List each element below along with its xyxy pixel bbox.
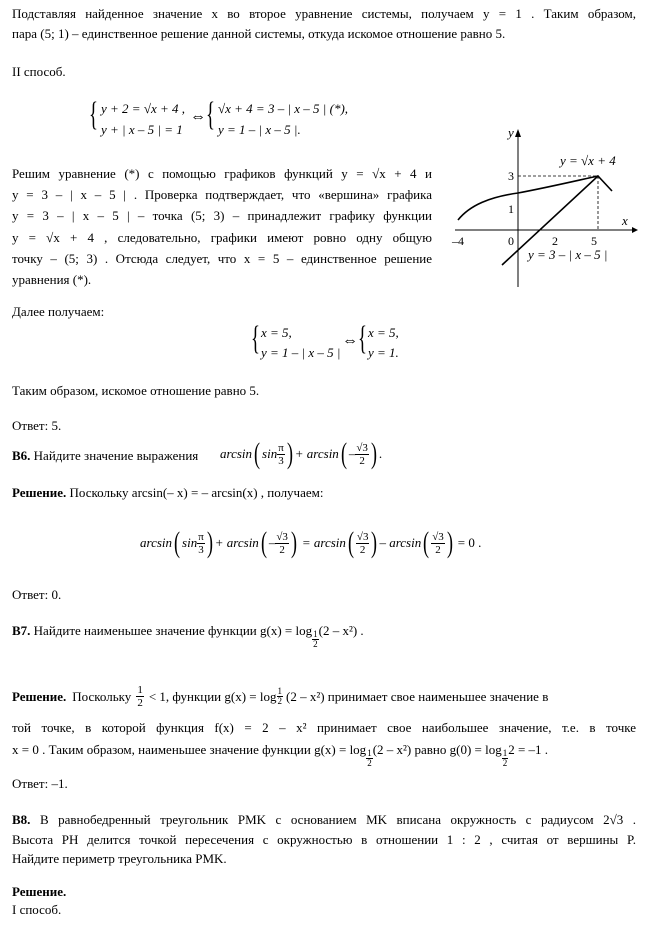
tick-label: 1: [508, 202, 514, 216]
solution-label: Решение.: [12, 688, 67, 704]
math-fn: arcsin: [220, 446, 253, 461]
equivalence-arrow: ⇔: [190, 108, 206, 125]
paren: ): [206, 526, 213, 559]
solution-text: 2 = –1 .: [508, 742, 549, 757]
problem-text: Найдите значение выражения: [33, 448, 199, 463]
fraction: $\frac{1}{2}$: [137, 684, 143, 709]
system-eq: y = 1 – | x – 5 |.: [218, 122, 301, 137]
system-eq: y + 2 = √x + 4 ,: [101, 101, 185, 116]
answer: Ответ: 5.: [12, 418, 62, 433]
tick-label: 0: [508, 234, 514, 248]
log-base: $\frac{1}{2}$: [313, 629, 318, 649]
problem-text: В равнобедренный треугольник PMK с основанием MK вписана окружность с радиусом 2√3 .: [39, 812, 636, 827]
solution-text: x = 0 . Таким образом, наименьшее значение функции g(x) = log: [12, 742, 367, 757]
solution-b6: [12, 485, 323, 501]
system-brace: {: [89, 96, 98, 133]
paren: ): [286, 437, 293, 470]
problem-b8-line2: Высота PH делится точкой пересечения с окружностью в отношении 1 : 2 , считая от вершины P.: [12, 832, 636, 847]
minus-sign: –: [348, 446, 356, 461]
solution-text: (2 – x²) принимает свое наименьшее значение в: [286, 688, 549, 704]
paragraph-line: Решим уравнение (*) с помощью графиков функций y = √x + 4 и: [12, 166, 432, 181]
paren: (: [340, 437, 347, 470]
problem-label: B7.: [12, 623, 31, 638]
paren: (: [254, 437, 261, 470]
problem-b8-line1: [12, 812, 636, 828]
b6-expression: [220, 434, 382, 474]
paragraph-line: Далее получаем:: [12, 304, 105, 319]
paragraph-line: Подставляя найденное значение x во второе уравнение системы, получаем y = 1 . Таким образом,: [12, 6, 636, 21]
system-brace: {: [206, 96, 215, 133]
minus-sign: –: [268, 535, 276, 550]
system-brace: {: [358, 320, 367, 357]
paren: ): [290, 526, 297, 559]
x-axis-label: x: [622, 213, 628, 228]
sqrt-curve: [458, 176, 598, 220]
period: .: [378, 446, 383, 461]
x-axis-arrow-icon: [632, 227, 638, 233]
tick-label: 3: [508, 169, 514, 183]
log-base: $\frac{1}{2}$: [367, 748, 372, 768]
paragraph-line: Таким образом, искомое отношение равно 5.: [12, 383, 260, 398]
fraction: $\frac{\pi}{3}$: [278, 441, 284, 467]
problem-text: Найдите наименьшее значение функции g(x) = log: [33, 623, 313, 638]
math-fn: = arcsin: [301, 535, 346, 550]
paragraph-line: y = 3 – | x – 5 | . Проверка подтверждает, что «вершина» графика: [12, 187, 432, 202]
math-result: = 0 .: [457, 535, 482, 550]
math-fn: – arcsin: [379, 535, 422, 550]
solution-b7-line1: [12, 684, 636, 709]
paren: ): [371, 526, 378, 559]
answer: Ответ: 0.: [12, 587, 62, 602]
sqrt-label: y = √x + 4: [560, 153, 616, 168]
math-fn: + arcsin: [294, 446, 339, 461]
tick-label: 2: [552, 234, 558, 248]
solution-label: Решение.: [12, 485, 67, 500]
problem-text: (2 – x²) .: [318, 623, 364, 638]
y-axis-label: y: [508, 125, 514, 140]
method-heading: I способ.: [12, 902, 62, 917]
log-base: $\frac{1}{2}$: [502, 748, 508, 768]
system-eq: x = 5,: [368, 325, 399, 340]
paren: (: [347, 526, 354, 559]
system-brace: {: [251, 320, 260, 357]
problem-b8-line3: Найдите периметр треугольника PMK.: [12, 851, 227, 866]
system-eq: √x + 4 = 3 – | x – 5 | (*),: [218, 101, 349, 116]
problem-b7: [12, 623, 364, 649]
method-heading: II способ.: [12, 64, 66, 79]
paragraph-line: уравнения (*).: [12, 272, 92, 287]
solution-b7-line2: той точке, в которой функция f(x) = 2 – x² принимает свое наибольшее значение, т.е. в точке: [12, 720, 636, 735]
solution-text: Поскольку arcsin(– x) = – arcsin(x) , получаем:: [69, 485, 324, 500]
fraction: $\frac{√3}{2}$: [432, 530, 444, 556]
system-eq: x = 5,: [261, 325, 292, 340]
paren: ): [370, 437, 377, 470]
solution-text: Поскольку: [72, 688, 132, 704]
function-graph: [450, 125, 640, 290]
paragraph-line: y = 3 – | x – 5 | – точка (5; 3) – принадлежит графику функции: [12, 208, 432, 223]
solution-text: < 1, функции g(x) = log: [148, 688, 277, 704]
fraction: $\frac{\pi}{3}$: [198, 530, 204, 556]
fraction: $\frac{√3}{2}$: [356, 530, 369, 556]
system-eq: y = 1.: [368, 345, 399, 360]
paragraph-line: y = √x + 4 , следовательно, графики имеют ровно одну общую: [12, 230, 432, 245]
answer: Ответ: –1.: [12, 776, 68, 791]
solution-label: Решение.: [12, 884, 67, 899]
paren: ): [446, 526, 453, 559]
math-fn: + arcsin: [214, 535, 259, 550]
sol6-equation: [140, 520, 481, 566]
problem-label: B8.: [12, 812, 31, 827]
paren: (: [174, 526, 181, 559]
equivalence-arrow: ⇔: [342, 332, 358, 349]
solution-text: (2 – x²) равно g(0) = log: [372, 742, 502, 757]
tick-label: –4: [452, 234, 464, 248]
fraction: $\frac{√3}{2}$: [356, 441, 368, 467]
abs-label: y = 3 – | x – 5 |: [528, 247, 608, 262]
system-eq: y + | x – 5 | = 1: [101, 122, 183, 137]
system-eq: y = 1 – | x – 5 |: [261, 345, 341, 360]
paren: (: [423, 526, 430, 559]
solution-b7-line3: [12, 742, 548, 768]
paragraph-line: точку – (5; 3) . Отсюда следует, что x = 5 – единственное решение: [12, 251, 432, 266]
paren: (: [260, 526, 267, 559]
paragraph-line: пара (5; 1) – единственное решение данной системы, откуда искомое отношение равно 5.: [12, 26, 506, 41]
problem-label: B6.: [12, 448, 31, 463]
fraction: $\frac{√3}{2}$: [276, 530, 288, 556]
math-fn: sin: [182, 535, 198, 550]
tick-label: 5: [591, 234, 597, 248]
math-fn: sin: [262, 446, 278, 461]
problem-b6: [12, 448, 198, 464]
y-axis-arrow-icon: [515, 129, 521, 137]
log-base: $\frac{1}{2}$: [277, 686, 282, 706]
math-fn: arcsin: [140, 535, 173, 550]
